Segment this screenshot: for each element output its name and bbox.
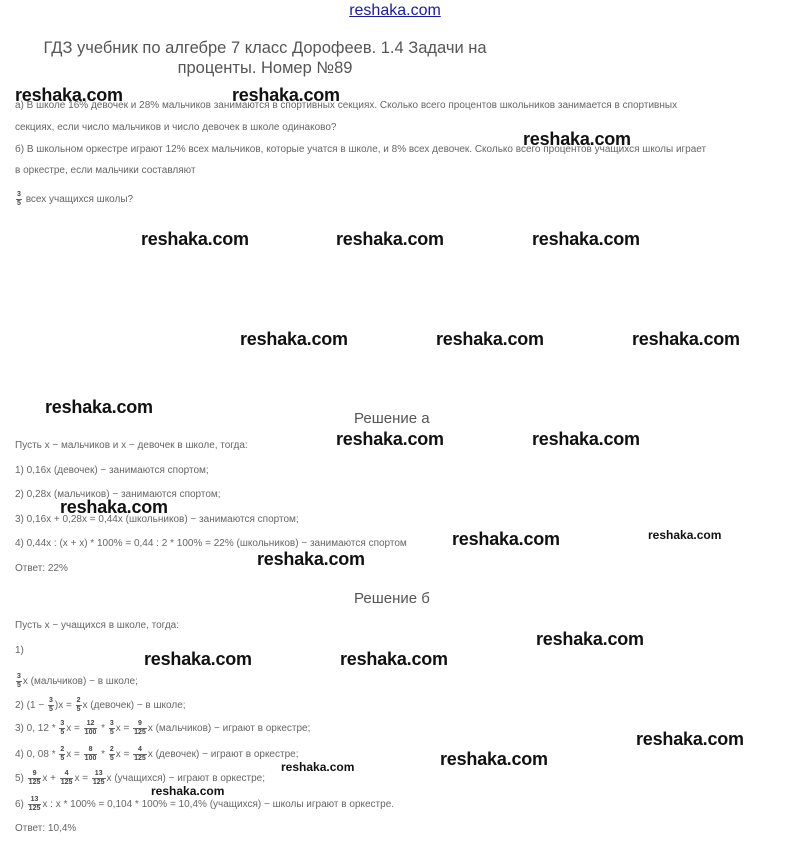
problem-a-line2: секциях, если число мальчиков и число девочек в школе одинаково?	[15, 122, 337, 133]
watermark: reshaka.com	[240, 329, 348, 349]
watermark: reshaka.com	[45, 397, 153, 417]
problem-a-line1: а) В школе 16% девочек и 28% мальчиков занимаются в спортивных секциях. Сколько всего процентов школьников занимается в спортивных	[15, 100, 678, 111]
watermark: reshaka.com	[452, 529, 560, 549]
watermark: reshaka.com	[436, 329, 544, 349]
fraction-8-100: $\frac{8}{100}$	[84, 746, 97, 762]
solution-b-intro: Пусть x − учащихся в школе, тогда:	[15, 620, 180, 631]
watermark: reshaka.com	[281, 760, 355, 774]
site-link[interactable]: reshaka.com	[349, 2, 441, 19]
watermark: reshaka.com	[532, 229, 640, 249]
solution-b-step1-number: 1)	[15, 645, 24, 656]
fraction-2-5: $\frac{2}{5}$	[60, 746, 65, 762]
watermark: reshaka.com	[336, 229, 444, 249]
watermark: reshaka.com	[536, 629, 644, 649]
watermark: reshaka.com	[532, 429, 640, 449]
fraction-3-5: $\frac{3}{5}$	[48, 697, 53, 713]
watermark: reshaka.com	[523, 129, 631, 149]
solution-b-step5: 5) $\frac{9}{125}$ x + $\frac{4}{125}$ x = $\frac{13}{125}$ x (учащихся) − играют в оркестре;	[15, 770, 266, 786]
fraction-3-5: $\frac{3}{5}$	[17, 673, 21, 689]
fraction-13-125: $\frac{13}{125}$	[92, 770, 105, 786]
solution-a-step1: 1) 0,16x (девочек) − занимаются спортом;	[15, 465, 209, 476]
solution-a-step2: 2) 0,28x (мальчиков) − занимаются спортом;	[15, 489, 221, 500]
solution-b-step2: 2) (1 − $\frac{3}{5}$ )x = $\frac{2}{5}$ x (девочек) − в школе;	[15, 697, 186, 713]
page-title: ГДЗ учебник по алгебре 7 класс Дорофеев. 1.4 Задачи на проценты. Номер №89	[43, 39, 487, 77]
fraction-9-125: $\frac{9}{125}$	[28, 770, 41, 786]
fraction-3-5: $\frac{3}{5}$	[60, 720, 65, 736]
watermark: reshaka.com	[60, 497, 168, 517]
fraction-2-5: $\frac{2}{5}$	[76, 697, 81, 713]
fraction-3-5: $\frac{3}{5}$	[109, 720, 114, 736]
solution-b-step3: 3) 0, 12 * $\frac{3}{5}$ x = $\frac{12}{100}$ * $\frac{3}{5}$ x = $\frac{9}{125}$ x (мальчиков) − играют в оркестре;	[15, 720, 311, 736]
watermark: reshaka.com	[336, 429, 444, 449]
solution-b-heading: Решение б	[354, 590, 430, 607]
solution-b-step1: $\frac{3}{5}$ x (мальчиков) − в школе;	[17, 673, 138, 689]
fraction-13-125: $\frac{13}{125}$	[28, 796, 41, 812]
fraction-2-5: $\frac{2}{5}$	[109, 746, 114, 762]
solution-b-answer: Ответ: 10,4%	[15, 823, 77, 834]
watermark: reshaka.com	[340, 649, 448, 669]
fraction-12-100: $\frac{12}{100}$	[84, 720, 97, 736]
solution-b-step6: 6) $\frac{13}{125}$ x : x * 100% = 0,104 * 100% = 10,4% (учащихся) − школы играют в оркестре.	[15, 796, 395, 812]
problem-b-line1: б) В школьном оркестре играют 12% всех мальчиков, которые учатся в школе, и 8% всех девочек. Сколько всего процентов учащихся школы играет	[15, 144, 707, 155]
solution-b-step4: 4) 0, 08 * $\frac{2}{5}$ x = $\frac{8}{100}$ * $\frac{2}{5}$ x = $\frac{4}{125}$ x (девочек) − играют в оркестре;	[15, 746, 299, 762]
problem-b-line3: $\frac{3}{5}$ всех учащихся школы?	[17, 191, 134, 207]
solution-a-heading: Решение а	[354, 410, 430, 427]
solution-a-step3: 3) 0,16x + 0,28x = 0,44x (школьников) − занимаются спортом;	[15, 514, 299, 525]
fraction-9-125: $\frac{9}{125}$	[134, 720, 146, 736]
watermark: reshaka.com	[257, 549, 365, 569]
solution-a-answer: Ответ: 22%	[15, 563, 68, 574]
watermark: reshaka.com	[648, 528, 722, 542]
fraction-4-125: $\frac{4}{125}$	[134, 746, 146, 762]
watermark: reshaka.com	[151, 784, 225, 798]
fraction-4-125: $\frac{4}{125}$	[60, 770, 73, 786]
watermark: reshaka.com	[232, 85, 340, 105]
fraction-3-5: $\frac{3}{5}$	[17, 191, 21, 207]
watermark: reshaka.com	[141, 229, 249, 249]
watermark: reshaka.com	[15, 85, 123, 105]
watermark: reshaka.com	[440, 749, 548, 769]
problem-b-line2: в оркестре, если мальчики составляют	[15, 165, 196, 176]
watermark: reshaka.com	[632, 329, 740, 349]
solution-a-step4: 4) 0,44x : (x + x) * 100% = 0,44 : 2 * 100% = 22% (школьников) − занимаются спортом	[15, 538, 407, 549]
watermark: reshaka.com	[636, 729, 744, 749]
watermark: reshaka.com	[144, 649, 252, 669]
solution-a-intro: Пусть x − мальчиков и x − девочек в школе, тогда:	[15, 440, 248, 451]
